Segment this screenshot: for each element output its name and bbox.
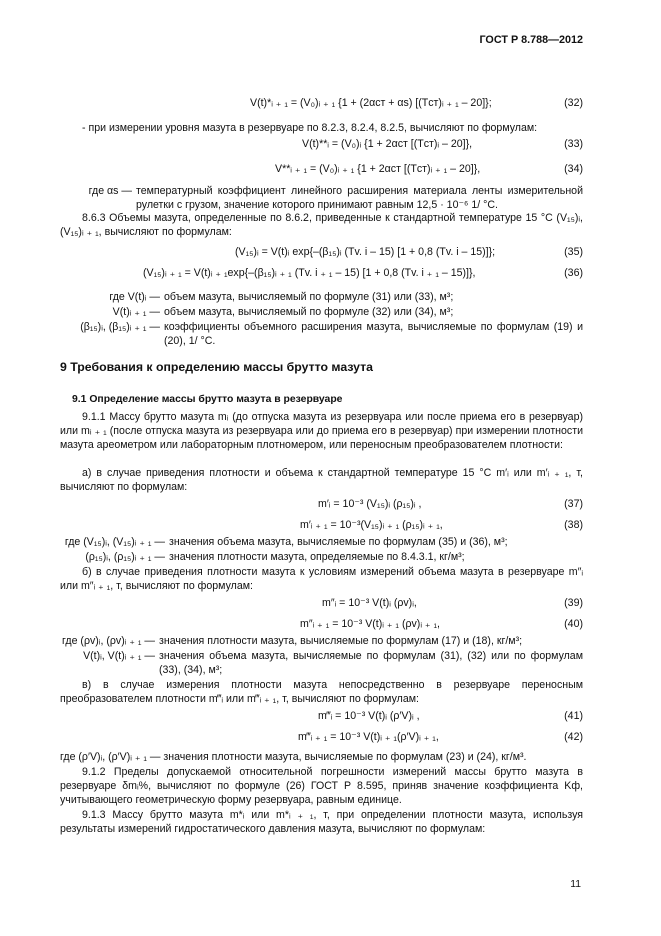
definition-text: значения объема мазута, вычисляемые по формулам (31), (32) или по формулам (33), (34), м³; [159, 650, 583, 677]
page-number: 11 [570, 879, 581, 890]
equation-number: (42) [564, 731, 583, 743]
equation [60, 497, 583, 513]
equation-formula: m‴ᵢ ₊ ₁ = 10⁻³ V(t)ᵢ ₊ ₁(ρ′V)ᵢ ₊ ₁, [298, 731, 439, 743]
definition-item [60, 184, 583, 212]
paragraph: 9.1.3 Массу брутто мазута m*ᵢ или m*ᵢ ₊ ₁, т, при определении плотности мазута, используя результаты измерений гидростатического давления мазута, вычисляют по формулам: [60, 809, 583, 836]
definition-text: значения плотности мазута, вычисляемые по формулам (17) и (18), кг/м³; [159, 635, 523, 647]
equation [60, 596, 583, 612]
equation-formula: m′ᵢ = 10⁻³ (V₁₅)ᵢ (ρ₁₅)ᵢ , [318, 498, 422, 510]
definition-text: температурный коэффициент линейного расширения материала ленты измерительной рулетки с грузом, значение которого принимают равным 12,5 · 10⁻⁶ 1/ °С. [136, 185, 583, 212]
equation-number: (37) [564, 498, 583, 510]
equation [60, 266, 583, 282]
definition-term: (β₁₅)ᵢ, (β₁₅)ᵢ ₊ ₁ — [80, 321, 160, 333]
equation-formula: m″ᵢ ₊ ₁ = 10⁻³ V(t)ᵢ ₊ ₁ (ρv)ᵢ ₊ ₁, [300, 618, 440, 630]
equation-number: (32) [564, 97, 583, 109]
equation [60, 617, 583, 633]
definition-term: где αs — [88, 185, 132, 197]
equation [60, 709, 583, 725]
equation-number: (41) [564, 710, 583, 722]
paragraph: 9.1.2 Пределы допускаемой относительной погрешности измерений массы брутто мазута в резервуаре δmᵢ%, вычисляют по формуле (26) ГОСТ Р 8.595, приняв значение коэффициента Kф, учитывающего геометрическую форму резервуара, равным единице. [60, 766, 583, 807]
definition-text: значения плотности мазута, определяемые по 8.4.3.1, кг/м³; [169, 551, 465, 563]
definition-term: где (ρv)ᵢ, (ρv)ᵢ ₊ ₁ — [62, 635, 155, 647]
equation-formula: (V₁₅)ᵢ ₊ ₁ = V(t)ᵢ ₊ ₁exp{–(β₁₅)ᵢ ₊ ₁ (Tv. i ₊ ₁ – 15) [1 + 0,8 (Tv. i ₊ ₁ – 15)]}, [143, 267, 476, 279]
subsection-heading: 9.1 Определение массы брутто мазута в резервуаре [72, 394, 343, 405]
paragraph: а) в случае приведения плотности и объема к стандартной температуре 15 °С m′ᵢ или m′ᵢ ₊ ₁, т, вычисляют по формулам: [60, 467, 583, 494]
definition-item [60, 290, 583, 304]
equation [60, 96, 583, 112]
definition-item [60, 649, 583, 677]
equation-formula: m‴ᵢ = 10⁻³ V(t)ᵢ (ρ′V)ᵢ , [318, 710, 420, 722]
definition-text: коэффициенты объемного расширения мазута, вычисляемые по формулам (19) и (20), 1/ °С. [164, 321, 583, 348]
definition-text: значения объема мазута, вычисляемые по формулам (35) и (36), м³; [169, 536, 508, 548]
paragraph: - при измерении уровня мазута в резервуаре по 8.2.3, 8.2.4, 8.2.5, вычисляют по формулам: [82, 122, 538, 134]
definition-term: где V(t)ᵢ — [109, 291, 160, 303]
definition-item [60, 550, 583, 564]
definition-term: V(t)ᵢ ₊ ₁ — [112, 306, 160, 318]
equation-number: (33) [564, 138, 583, 150]
equation-formula: V(t)*ᵢ ₊ ₁ = (V₀)ᵢ ₊ ₁ {1 + (2αст + αs) [(Tст)ᵢ ₊ ₁ – 20]}; [250, 97, 492, 109]
equation-formula: V**ᵢ ₊ ₁ = (V₀)ᵢ ₊ ₁ {1 + 2αст [(Tст)ᵢ ₊ ₁ – 20]}, [275, 163, 481, 175]
equation-number: (34) [564, 163, 583, 175]
paragraph: 8.6.3 Объемы мазута, определенные по 8.6.2, приведенные к стандартной температуре 15 °С (V₁₅)ᵢ, (V₁₅)ᵢ ₊ ₁, вычисляют по формулам: [60, 212, 583, 239]
definition-item [60, 305, 583, 319]
definition-text: объем мазута, вычисляемый по формуле (32) или (34), м³; [164, 306, 454, 318]
equation [60, 162, 583, 178]
definition-item [60, 320, 583, 348]
document-header: ГОСТ Р 8.788—2012 [479, 34, 583, 46]
equation-number: (38) [564, 519, 583, 531]
equation-formula: m″ᵢ = 10⁻³ V(t)ᵢ (ρv)ᵢ, [322, 597, 417, 609]
equation-formula: (V₁₅)ᵢ = V(t)ᵢ exp{–(β₁₅)ᵢ (Tv. i – 15) [1 + 0,8 (Tv. i – 15)]}; [235, 246, 496, 258]
equation [60, 137, 583, 153]
definition-term: где (V₁₅)ᵢ, (V₁₅)ᵢ ₊ ₁ — [64, 536, 165, 548]
equation-number: (39) [564, 597, 583, 609]
paragraph: 9.1.1 Массу брутто мазута mᵢ (до отпуска мазута из резервуара или после приема его в резервуар) или mᵢ ₊ ₁ (после отпуска мазута из резервуара или до приема его в резервуар) при измерении плотности мазута ареометром или лабораторным плотномером, или переносным преобразователем плотности: [60, 411, 583, 452]
paragraph: где (ρ′V)ᵢ, (ρ′V)ᵢ ₊ ₁ — значения плотности мазута, вычисляемые по формулам (23) и (24), кг/м³. [60, 751, 527, 763]
equation-number: (35) [564, 246, 583, 258]
definition-item [60, 535, 583, 549]
definition-item [60, 634, 583, 648]
equation [60, 245, 583, 261]
equation-number: (40) [564, 618, 583, 630]
equation-number: (36) [564, 267, 583, 279]
paragraph: в) в случае измерения плотности мазута непосредственно в резервуаре переносным преобразователем плотности m‴ᵢ или m‴ᵢ ₊ ₁, т, вычисляют по формулам: [60, 679, 583, 706]
equation [60, 518, 583, 534]
definition-term: (ρ₁₅)ᵢ, (ρ₁₅)ᵢ ₊ ₁ — [85, 551, 165, 563]
definition-term: V(t)ᵢ, V(t)ᵢ ₊ ₁ — [83, 650, 155, 662]
paragraph: б) в случае приведения плотности мазута к условиям измерений объема мазута в резервуаре m″ᵢ или m″ᵢ ₊ ₁, т, вычисляют по формулам: [60, 566, 583, 593]
section-heading: 9 Требования к определению массы брутто мазута [60, 360, 373, 374]
definition-text: объем мазута, вычисляемый по формуле (31) или (33), м³; [164, 291, 454, 303]
equation [60, 730, 583, 746]
equation-formula: m′ᵢ ₊ ₁ = 10⁻³(V₁₅)ᵢ ₊ ₁ (ρ₁₅)ᵢ ₊ ₁, [300, 519, 443, 531]
equation-formula: V(t)**ᵢ = (V₀)ᵢ {1 + 2αст [(Tст)ᵢ – 20]}, [302, 138, 473, 150]
